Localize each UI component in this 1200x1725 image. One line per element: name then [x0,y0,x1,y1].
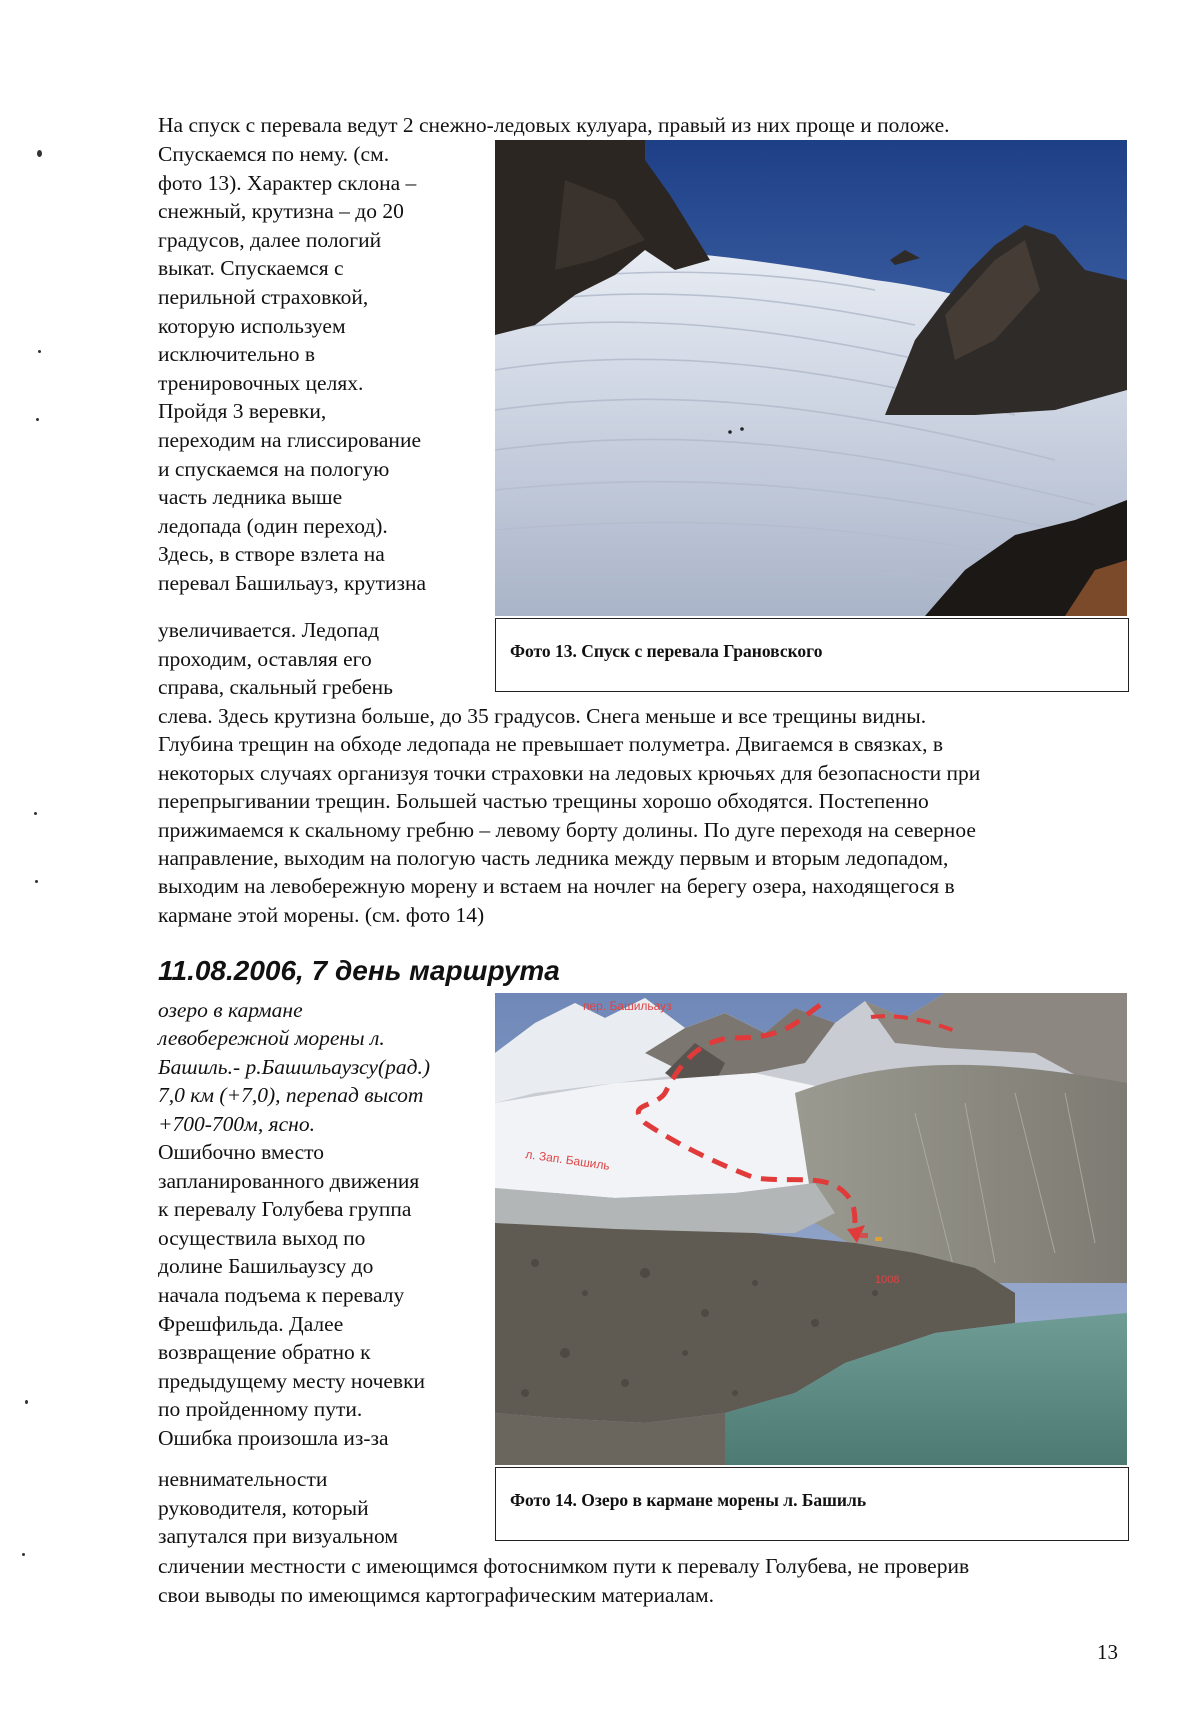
page-number: 13 [1097,1640,1118,1664]
day-heading: 11.08.2006, 7 день маршрута [158,955,560,986]
photo-14-moraine-lake [495,993,1127,1465]
text-line: перепрыгивании трещин. Большей частью трещины хорошо обходятся. Постепенно [158,789,929,814]
photo-13-caption-box [495,618,1129,692]
scan-speck [25,1400,28,1404]
text-line: снежный, крутизна – до 20 [158,199,404,224]
text-line: фото 13). Характер склона – [158,170,417,195]
text-line: невнимательности [158,1467,328,1491]
text-line: часть ледника выше [158,485,343,510]
text-line: увеличивается. Ледопад [158,618,380,642]
text-line: свои выводы по имеющимся картографическим материалам. [158,1582,715,1607]
text-line: по пройденному пути. [158,1397,363,1422]
scan-speck [34,812,37,815]
photo-14-caption: Фото 14. Озеро в кармане морены л. Башиль [510,1490,867,1510]
text-line: возвращение обратно к [158,1340,371,1365]
text-line: +700-700м, ясно. [158,1111,315,1136]
text-line: предыдущему месту ночевки [158,1368,426,1393]
text-line: Башиль.- р.Башильаузсу(рад.) [158,1054,431,1079]
text-line: левобережной морены л. [158,1026,385,1051]
text-line: направление, выходим на пологую часть ледника между первым и вторым ледопадом, [158,846,949,870]
text-line: озеро в кармане [158,998,303,1022]
text-line: Пройдя 3 веревки, [158,399,327,424]
text-line: справа, скальный гребень [158,675,393,700]
text-line: 7,0 км (+7,0), перепад высот [158,1083,424,1108]
text-line: кармане этой морены. (см. фото 14) [158,902,485,927]
text-line: Ошибка произошла из-за [158,1426,389,1450]
text-line: к перевалу Голубева группа [158,1197,412,1222]
photo-14-caption-box [495,1467,1129,1541]
text-line: ледопада (один переход). [158,513,388,538]
text-line: выкат. Спускаемся с [158,256,344,281]
text-line: Здесь, в створе взлета на [158,542,385,567]
photo-13-glacier-descent [495,140,1127,616]
text-line: начала подъема к перевалу [158,1283,405,1307]
text-line: тренировочных целях. [158,370,364,395]
scan-speck [37,150,42,157]
text-line: Фрешфильда. Далее [158,1311,344,1336]
text-line: которую используем [158,313,346,338]
photo-14-label-camp: 1008 [875,1274,900,1286]
text-line: и спускаемся на пологую [158,456,390,481]
text-line: Ошибочно вместо [158,1140,325,1164]
scan-speck [22,1553,25,1556]
text-line: проходим, оставляя его [158,646,372,671]
text-line: запланированного движения [158,1168,420,1193]
text-line: долине Башильаузсу до [158,1254,374,1279]
text-line: слева. Здесь крутизна больше, до 35 градусов. Снега меньше и все трещины видны. [158,704,927,728]
text-line: руководителя, который [158,1495,369,1520]
text-line: запутался при визуальном [158,1524,398,1549]
text-line: Спускаемся по нему. (см. [158,142,390,166]
scan-speck [36,418,39,421]
photo-14-label-glacier: л. Зап. Башиль [524,1147,611,1173]
text-line: Глубина трещин на обходе ледопада не превышает полуметра. Двигаемся в связках, в [158,732,944,757]
text-line: выходим на левобережную морену и встаем на ночлег на берегу озера, находящегося в [158,874,955,899]
intro-line: На спуск с перевала ведут 2 снежно-ледовых кулуара, правый из них проще и положе. [158,113,950,137]
scan-speck [35,880,38,883]
text-line: прижимаемся к скальному гребню – левому борту долины. По дуге переходя на северное [158,817,976,842]
photo-14-label-pass: пер. Башильауз [583,999,672,1013]
text-line: сличении местности с имеющимся фотоснимком пути к перевалу Голубева, не проверив [158,1554,970,1578]
text-line: исключительно в [158,342,316,367]
text-line: некоторых случаях организуя точки страховки на ледовых крючьях для безопасности при [158,760,981,785]
text-line: перильной страховкой, [158,285,369,309]
scan-speck [38,350,41,353]
photo-13-caption: Фото 13. Спуск с перевала Грановского [510,641,823,661]
text-line: градусов, далее пологий [158,227,382,252]
text-line: переходим на глиссирование [158,428,421,452]
text-line: перевал Башильауз, крутизна [158,571,427,595]
text-line: осуществила выход по [158,1225,366,1250]
